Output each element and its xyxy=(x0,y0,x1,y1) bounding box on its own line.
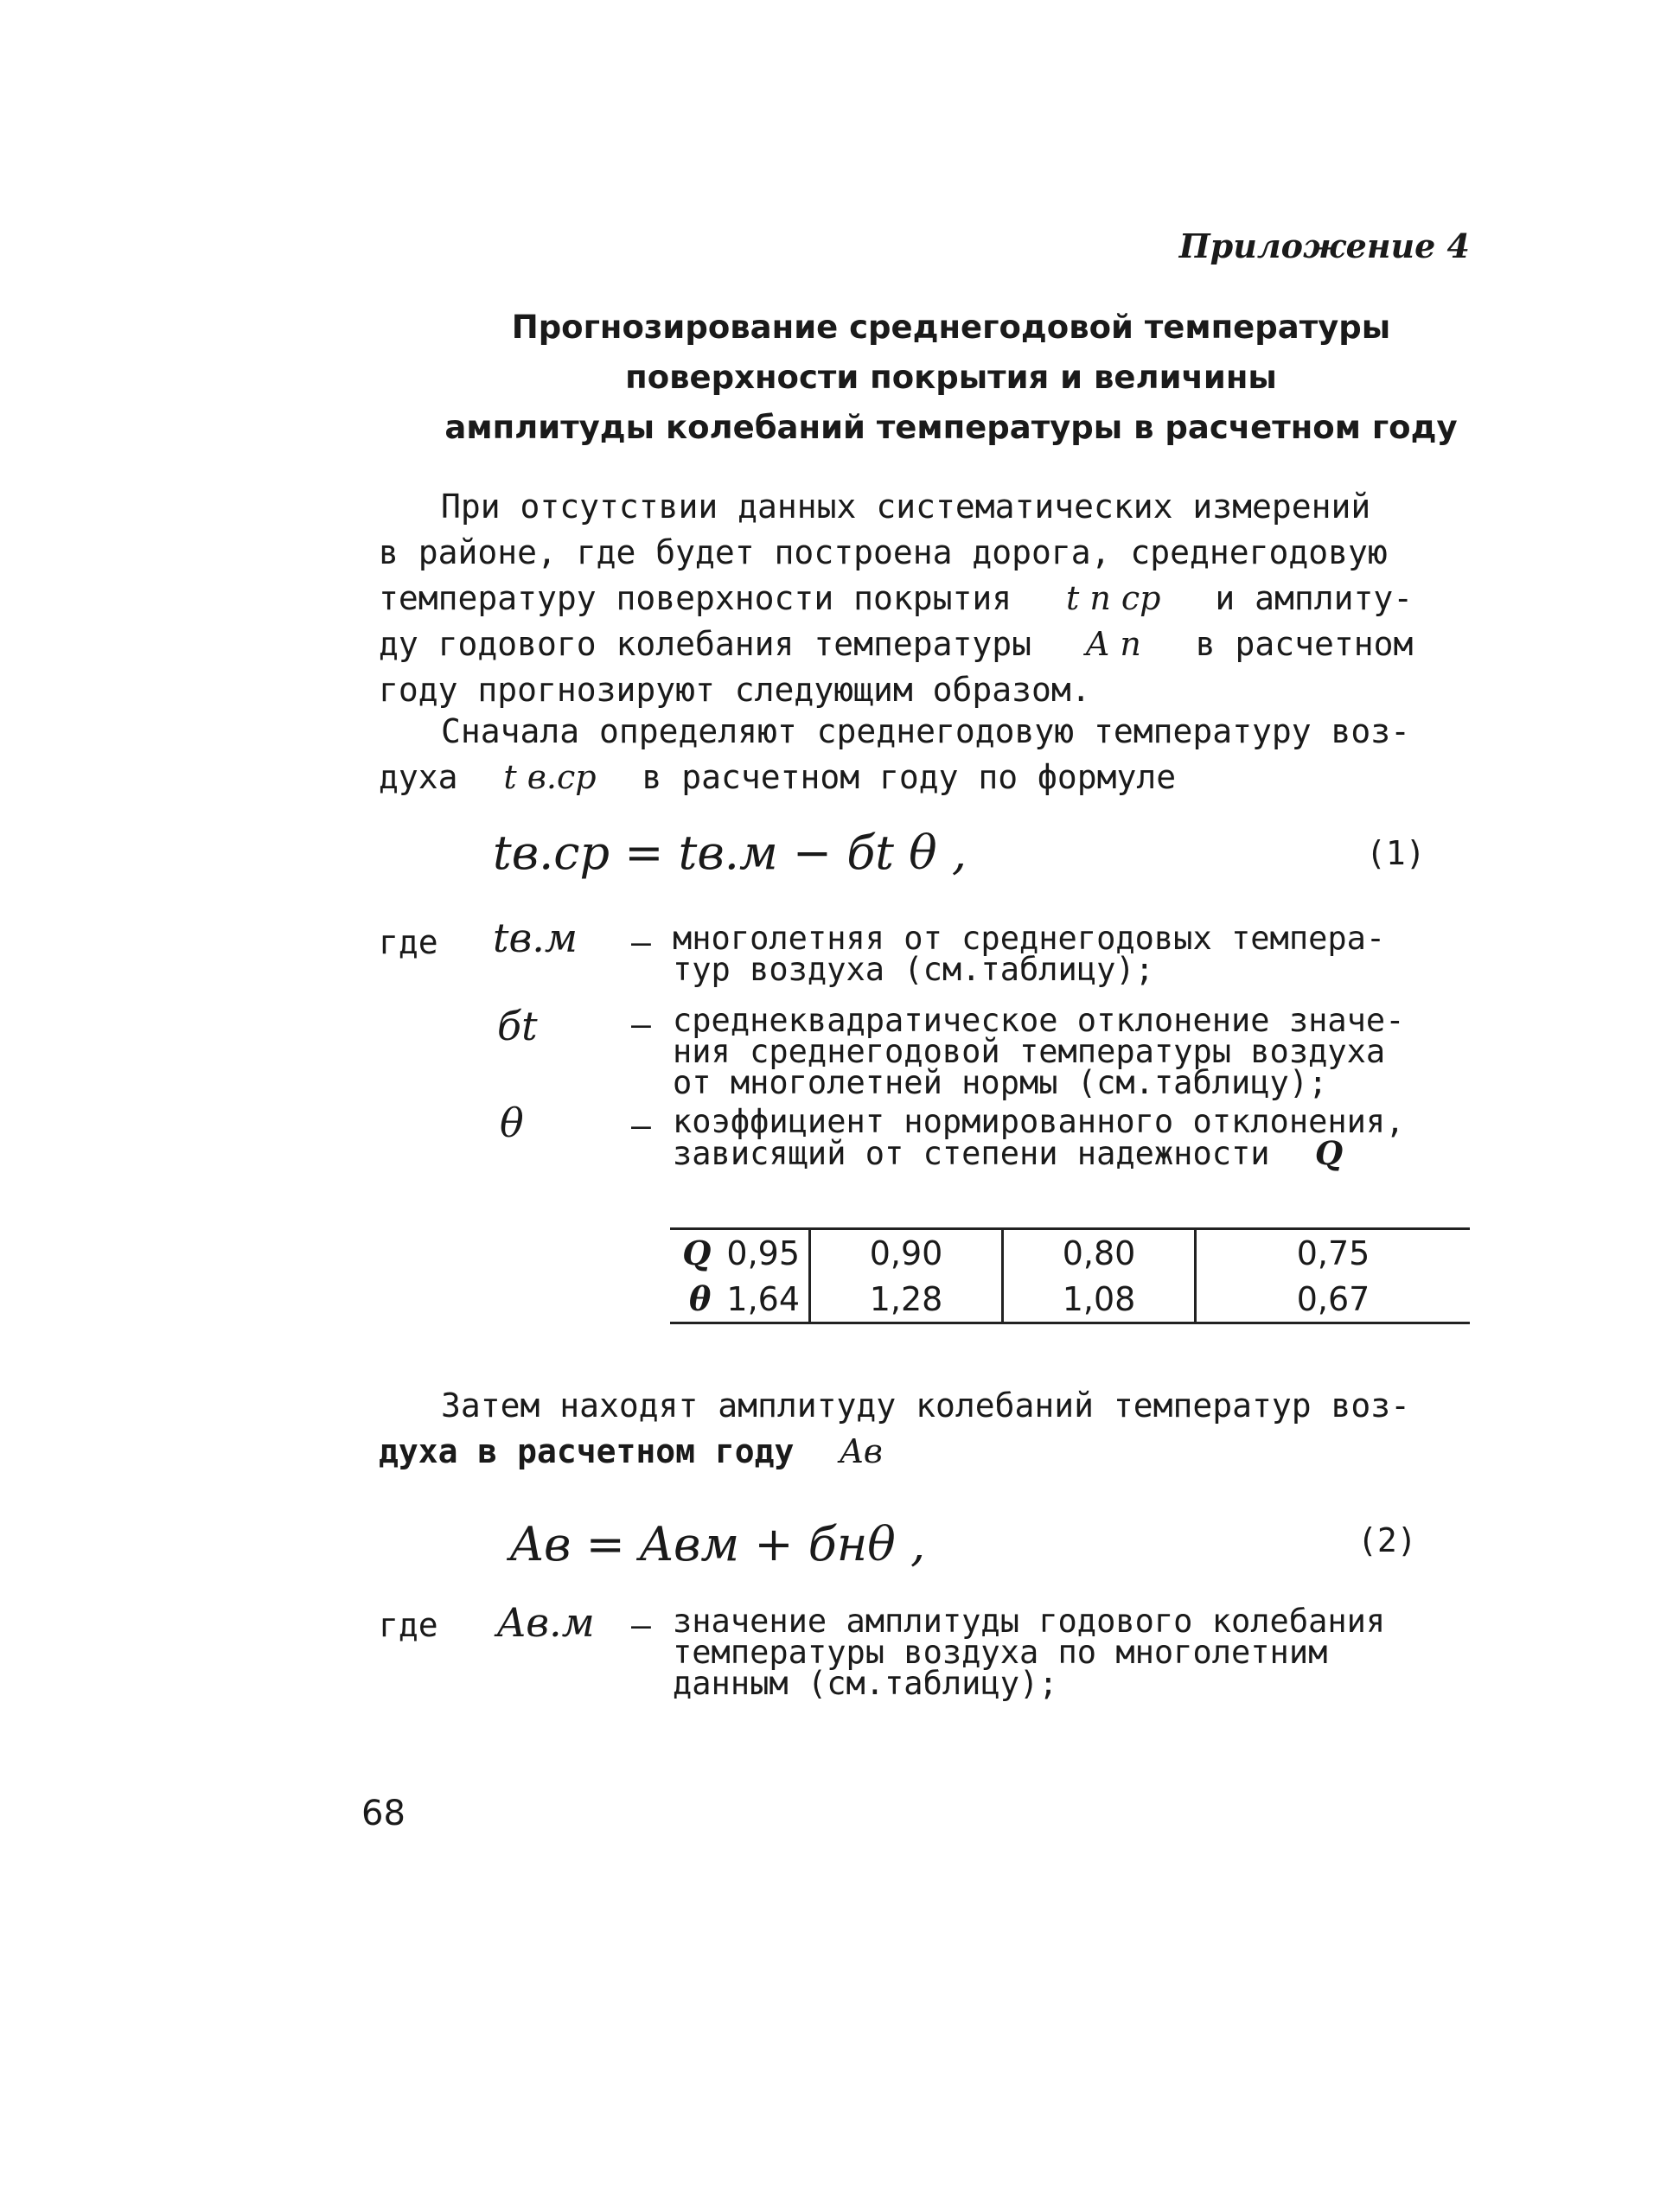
intro-paragraph xyxy=(379,484,1477,713)
intro-line-4-end: в расчетном xyxy=(1195,625,1414,663)
air-amplitude-symbol: Aв xyxy=(840,1432,883,1470)
table-cell: 1,64 xyxy=(726,1280,800,1318)
intro-line-1: При отсутствии данных систематических измерений xyxy=(441,488,1371,526)
def-4-line-2: температуры воздуха по многолетним xyxy=(673,1634,1328,1671)
def-text-3 xyxy=(673,1103,1405,1172)
intro-line-4-text: ду годового колебания температуры xyxy=(379,625,1031,663)
def-2-line-2: ния среднегодовой температуры воздуха xyxy=(673,1033,1386,1070)
table-cell: 0,90 xyxy=(869,1233,943,1272)
row-label-q: Q xyxy=(682,1233,712,1272)
reliability-symbol: Q xyxy=(1314,1134,1344,1172)
table-cell: 0,95 xyxy=(726,1234,800,1272)
appendix-label: Приложение 4 xyxy=(1178,226,1470,265)
step2-line-2 xyxy=(379,1429,1477,1475)
step2-line-1: Затем находят амплитуду колебаний температур воз- xyxy=(441,1386,1411,1425)
section-heading xyxy=(432,303,1470,453)
heading-line-1: Прогнозирование среднегодовой температуры xyxy=(511,309,1391,346)
def-symbol-theta: θ xyxy=(500,1100,524,1146)
table-cell: 1,08 xyxy=(1062,1279,1136,1318)
formula-1: tв.ср = tв.м − бt θ , xyxy=(493,826,967,880)
formula-2: Aв = Aвм + бнθ , xyxy=(510,1517,926,1571)
def-dash-3: – xyxy=(631,1106,651,1144)
surface-amplitude-symbol: A п xyxy=(1085,625,1141,663)
table-cell: 0,80 xyxy=(1062,1233,1136,1272)
intro-line-5: году прогнозируют следующим образом. xyxy=(379,671,1091,709)
where-label-1: где xyxy=(379,923,438,961)
table-cell: 0,75 xyxy=(1296,1233,1370,1272)
row-label-theta: θ xyxy=(689,1279,712,1318)
intro-line-2: в районе, где будет построена дорога, среднегодовую xyxy=(379,533,1388,571)
def-text-4 xyxy=(673,1603,1386,1702)
def-text-1 xyxy=(673,920,1386,988)
def-4-line-1: значение амплитуды годового колебания xyxy=(673,1603,1386,1640)
step1-line-2-end: в расчетном году по формуле xyxy=(642,758,1177,796)
def-dash-2: – xyxy=(631,1005,651,1043)
def-symbol-sigma: бt xyxy=(497,1003,538,1049)
step1-paragraph xyxy=(379,709,1477,800)
intro-line-4 xyxy=(379,622,1477,667)
def-2-line-1: среднеквадратическое отклонение значе- xyxy=(673,1002,1405,1039)
def-text-2 xyxy=(673,1002,1405,1101)
table-cell: 1,28 xyxy=(869,1279,943,1318)
def-2-line-3: от многолетней нормы (см.таблицу); xyxy=(673,1064,1328,1101)
intro-line-3-text: температуру поверхности покрытия xyxy=(379,579,1012,617)
def-4-line-3: данным (см.таблицу); xyxy=(673,1665,1058,1702)
def-3-line-2-text: зависящий от степени надежности xyxy=(673,1135,1270,1172)
def-3-line-1: коэффициент нормированного отклонения, xyxy=(673,1103,1405,1140)
def-dash-4: – xyxy=(631,1606,651,1644)
def-3-line-2 xyxy=(673,1134,1404,1172)
def-1-line-2: тур воздуха (см.таблицу); xyxy=(673,951,1154,988)
step2-line-2-text: духа в расчетном году xyxy=(379,1432,795,1470)
formula-1-number: (1) xyxy=(1366,834,1426,872)
heading-line-2: поверхности покрытия и величины xyxy=(625,359,1277,396)
step1-line-1: Сначала определяют среднегодовую температуру воз- xyxy=(441,712,1411,750)
def-symbol-tvm: tв.м xyxy=(493,915,578,961)
air-temp-symbol: t в.ср xyxy=(503,758,597,796)
reliability-table xyxy=(670,1227,1470,1324)
table-cell: 0,67 xyxy=(1296,1279,1370,1318)
surface-temp-symbol: t п ср xyxy=(1065,579,1161,617)
page-number: 68 xyxy=(361,1794,405,1833)
step1-line-2 xyxy=(379,755,1477,800)
where-label-2: где xyxy=(379,1606,438,1644)
step2-paragraph xyxy=(379,1383,1477,1475)
intro-line-3 xyxy=(379,576,1477,622)
table-row xyxy=(670,1276,1470,1322)
heading-line-3: амплитуды колебаний температуры в расчетном году xyxy=(444,409,1458,446)
step1-line-2-text: духа xyxy=(379,758,458,796)
def-dash-1: – xyxy=(631,923,651,961)
def-1-line-1: многолетняя от среднегодовых темпера- xyxy=(673,920,1386,957)
def-symbol-avm: Aв.м xyxy=(497,1599,595,1646)
table-row xyxy=(670,1230,1470,1276)
formula-2-number: (2) xyxy=(1357,1521,1417,1559)
intro-line-3-end: и амплиту- xyxy=(1215,579,1414,617)
